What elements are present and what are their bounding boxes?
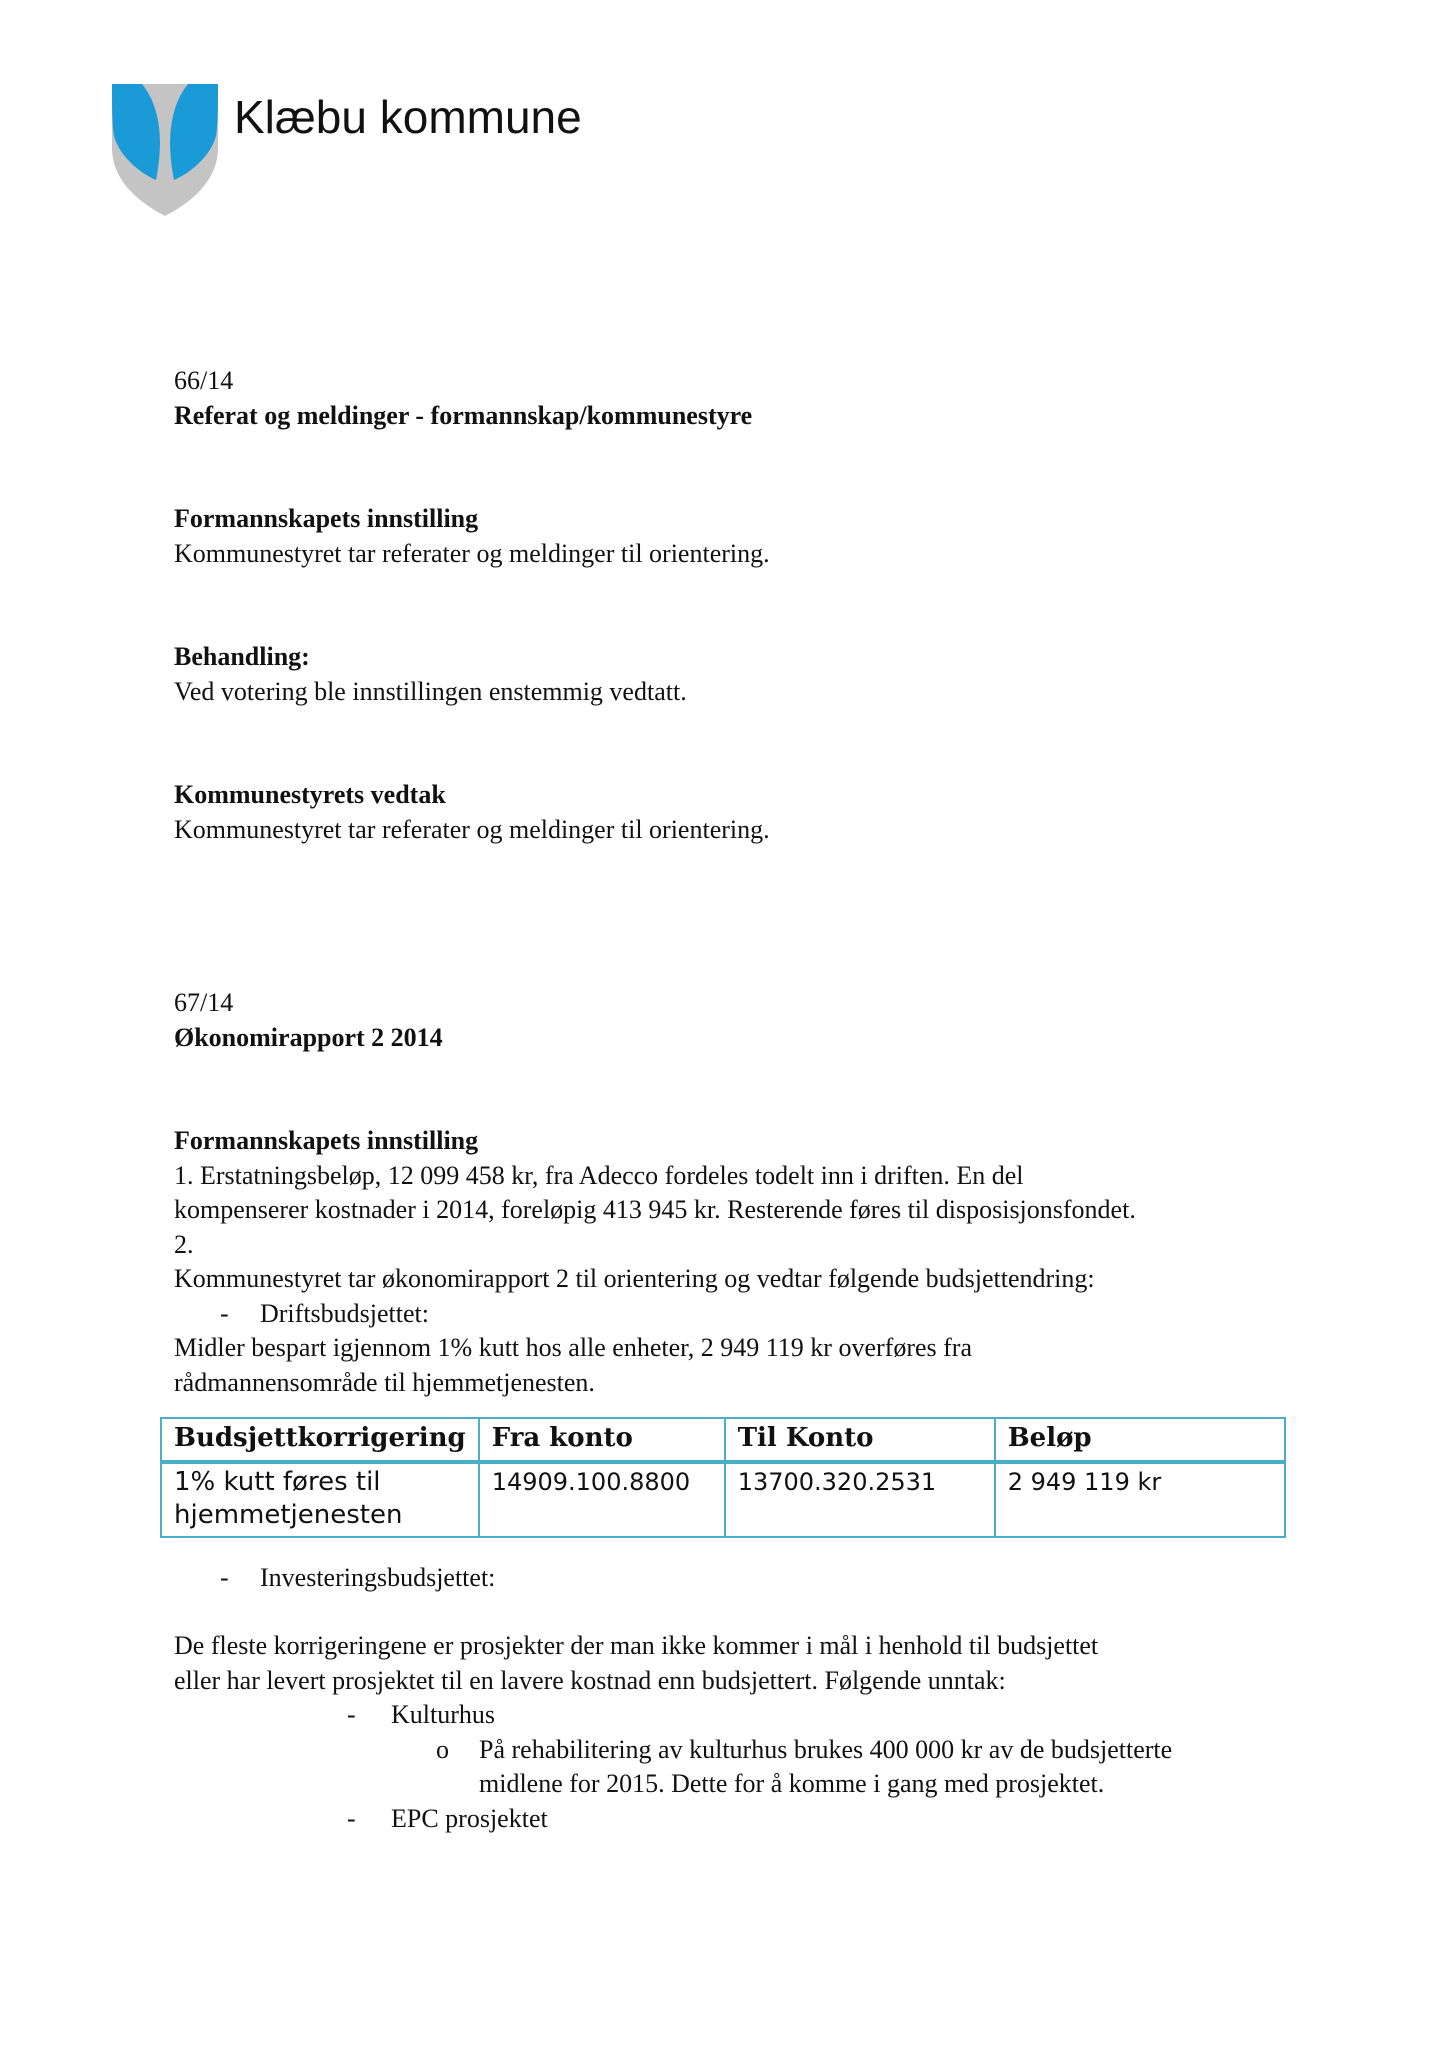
table-header-row (161, 1418, 1285, 1462)
cell-description-line-2: hjemmetjenesten (174, 1499, 403, 1530)
table-row (161, 1462, 1285, 1537)
case-66-treatment-heading: Behandling: (174, 642, 310, 671)
case-66-decision-text: Kommunestyret tar referater og meldinger til orientering. (174, 814, 770, 844)
exception-item-culture-house (174, 1698, 1294, 1733)
case-66-treatment-text: Ved votering ble innstillingen enstemmig vedtatt. (174, 676, 687, 706)
header-amount: Beløp (995, 1418, 1285, 1462)
case-67-point-1-line-2: kompenserer kostnader i 2014, foreløpig 413 945 kr. Resterende føres til disposisjonsfondet. (174, 1195, 1136, 1224)
cell-description-line-1: 1% kutt føres til (174, 1466, 381, 1497)
dash-bullet: - (347, 1700, 356, 1729)
case-66-decision-heading: Kommunestyrets vedtak (174, 780, 446, 809)
cell-from-account: 14909.100.8800 (479, 1462, 725, 1537)
minutes-body (174, 364, 1294, 1836)
cell-amount: 2 949 119 kr (995, 1462, 1285, 1537)
case-67-recommendation-heading: Formannskapets innstilling (174, 1126, 479, 1155)
case-66-recommendation-text: Kommunestyret tar referater og meldinger til orientering. (174, 538, 770, 568)
operating-budget-label: Driftsbudsjettet: (260, 1298, 429, 1328)
organization-name: Klæbu kommune (234, 91, 582, 143)
exception-1-detail (174, 1733, 1294, 1802)
case-66-recommendation-heading: Formannskapets innstilling (174, 504, 479, 533)
case-67-number: 67/14 (174, 988, 234, 1017)
header-to-account: Til Konto (725, 1418, 995, 1462)
case-67-point-2-text: Kommunestyret tar økonomirapport 2 til orientering og vedtar følgende budsjettendring: (174, 1264, 1095, 1293)
circle-bullet: o (436, 1734, 449, 1764)
corrections-line-2: eller har levert prosjektet til en lavere kostnad enn budsjettert. Følgende unntak: (174, 1665, 1006, 1695)
case-67-title: Økonomirapport 2 2014 (174, 1022, 443, 1052)
savings-line-1: Midler bespart igjennom 1% kutt hos alle enheter, 2 949 119 kr overføres fra (174, 1333, 972, 1362)
case-67-point-1-line-1: 1. Erstatningsbeløp, 12 099 458 kr, fra Adecco fordeles todelt inn i driften. En del (174, 1160, 1024, 1190)
exception-item-epc (174, 1802, 1294, 1837)
dash-bullet: - (220, 1562, 229, 1592)
municipality-crest (112, 84, 218, 216)
header-budget-correction: Budsjettkorrigering (161, 1418, 479, 1462)
operating-budget-item (174, 1297, 1294, 1332)
budget-correction-table (160, 1417, 1286, 1538)
case-67-point-2-label: 2. (174, 1229, 194, 1259)
exception-2-label: EPC prosjektet (391, 1803, 548, 1833)
letterhead (112, 84, 712, 224)
investment-budget-item (174, 1561, 1294, 1596)
exception-1-detail-line-2: midlene for 2015. Dette for å komme i gang med prosjektet. (479, 1769, 1105, 1798)
cell-to-account: 13700.320.2531 (725, 1462, 995, 1537)
case-66-number: 66/14 (174, 366, 234, 395)
dash-bullet: - (220, 1298, 229, 1328)
exception-1-detail-line-1: På rehabilitering av kulturhus brukes 400 000 kr av de budsjetterte (479, 1734, 1173, 1764)
exception-1-label: Kulturhus (391, 1700, 495, 1729)
cell-description (161, 1462, 479, 1537)
savings-line-2: rådmannensområde til hjemmetjenesten. (174, 1367, 595, 1397)
dash-bullet: - (347, 1803, 356, 1833)
case-66-title: Referat og meldinger - formannskap/kommunestyre (174, 400, 753, 430)
corrections-line-1: De fleste korrigeringene er prosjekter der man ikke kommer i mål i henhold til budsjettet (174, 1631, 1099, 1660)
investment-budget-label: Investeringsbudsjettet: (260, 1562, 496, 1592)
header-from-account: Fra konto (479, 1418, 725, 1462)
